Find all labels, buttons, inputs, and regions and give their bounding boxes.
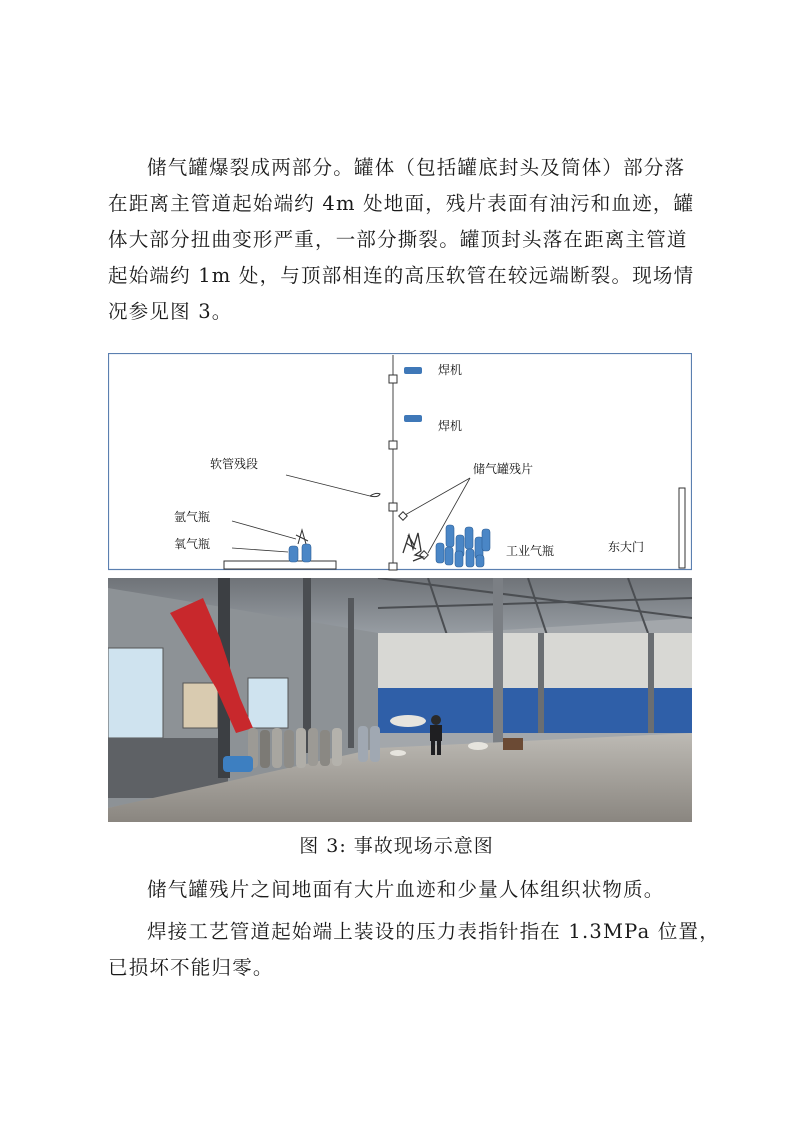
welder-label-2: 焊机: [438, 419, 463, 433]
paragraph-accident-description: [108, 150, 698, 330]
site-schematic-diagram: [108, 353, 692, 571]
steel-column: [348, 598, 354, 748]
steel-column: [493, 578, 503, 748]
far-wall-upper: [378, 633, 692, 688]
text-line: 储气罐残片之间地面有大片血迹和少量人体组织状物质。: [147, 878, 665, 901]
oxygen-cylinder-label: 氧气瓶: [174, 537, 211, 551]
pipe-joint: [389, 441, 397, 449]
steel-column: [303, 578, 311, 753]
east-gate-label: 东大门: [608, 540, 645, 554]
pipe-joint: [389, 563, 397, 570]
far-wall-blue-panel: [378, 688, 692, 733]
notice-board: [183, 683, 218, 728]
tank-fragment-label: 储气罐残片: [473, 462, 534, 476]
welder-label-1: 焊机: [438, 363, 463, 377]
steel-column: [538, 633, 544, 733]
argon-cylinder-icon: [302, 544, 311, 562]
east-gate-icon: [679, 488, 685, 568]
welder-machine-icon: [404, 367, 422, 374]
industrial-cylinders-label: 工业气瓶: [506, 544, 555, 558]
paragraph-blood-traces: [108, 872, 698, 908]
text-line: 焊接工艺管道起始端上装设的压力表指针指在 1.3MPa 位置，: [147, 920, 720, 943]
workbench-platform: [224, 561, 336, 569]
paragraph-pressure-gauge: [108, 914, 720, 986]
figure-caption: 图 3: 事故现场示意图: [299, 835, 494, 857]
cart-debris: [503, 738, 523, 750]
argon-cylinder-label: 氩气瓶: [174, 510, 211, 524]
left-window: [108, 648, 163, 738]
text-line: 况参见图 3。: [108, 300, 233, 323]
text-line: 在距离主管道起始端约 4m 处地面，残片表面有油污和血迹，罐: [108, 192, 695, 215]
oxygen-cylinder-icon: [289, 546, 298, 562]
text-line: 体大部分扭曲变形严重，一部分撕裂。罐顶封头落在距离主管道: [108, 228, 688, 251]
text-line: 已损坏不能归零。: [108, 956, 274, 979]
steel-column: [648, 633, 654, 733]
hose-segment-label: 软管残段: [210, 457, 259, 471]
pipe-joint: [389, 503, 397, 511]
factory-interior-photo: [108, 578, 692, 822]
text-line: 起始端约 1m 处，与顶部相连的高压软管在较远端断裂。现场情: [108, 264, 695, 287]
left-window: [248, 678, 288, 728]
pipe-joint: [389, 375, 397, 383]
text-line: 储气罐爆裂成两部分。罐体（包括罐底封头及筒体）部分落: [147, 156, 686, 179]
welder-machine-icon: [404, 415, 422, 422]
